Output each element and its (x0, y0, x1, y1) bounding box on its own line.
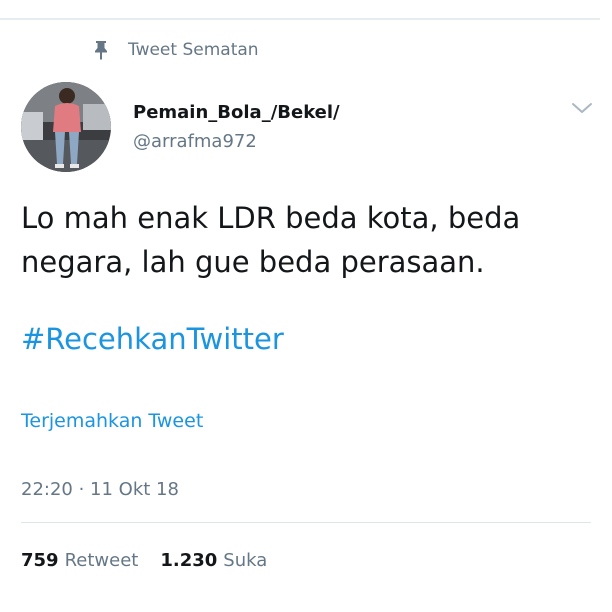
like-stat[interactable] (160, 547, 267, 575)
hashtag-link[interactable]: #RecehkanTwitter (21, 322, 284, 356)
pinned-indicator (92, 38, 259, 62)
top-divider (0, 18, 600, 20)
chevron-down-icon[interactable] (570, 100, 594, 116)
avatar[interactable] (21, 82, 111, 172)
translate-tweet-link[interactable]: Terjemahkan Tweet (21, 410, 204, 432)
tweet-stats (21, 547, 289, 575)
like-label: Suka (223, 550, 268, 571)
stats-divider (21, 522, 591, 523)
tweet-timestamp[interactable]: 22:20 · 11 Okt 18 (21, 479, 179, 500)
pin-icon (92, 40, 110, 60)
author-display-name[interactable]: Pemain_Bola_/Bekel/ (133, 102, 340, 123)
like-count: 1.230 (160, 550, 218, 571)
tweet-text: Lo mah enak LDR beda kota, beda negara, lah gue beda perasaan. (21, 201, 521, 279)
author-handle[interactable]: @arrafma972 (133, 131, 257, 152)
author-block[interactable] (133, 100, 340, 155)
retweet-stat[interactable] (21, 547, 138, 575)
pinned-label: Tweet Sematan (128, 40, 259, 60)
retweet-label: Retweet (64, 550, 139, 571)
retweet-count: 759 (21, 550, 59, 571)
